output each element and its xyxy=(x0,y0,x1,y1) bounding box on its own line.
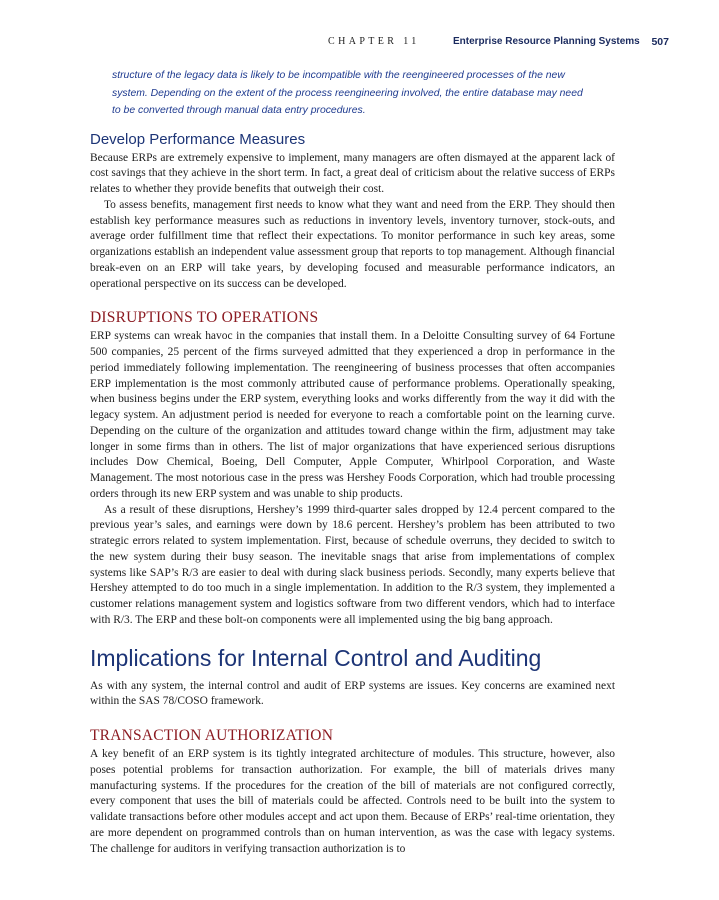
paragraph: As a result of these disruptions, Hershey’s 1999 third-quarter sales dropped by 12.4 percent compared to the previous year’s sales, and earnings were down by 18.6 percent. Hershey’s problem has been attributed to two strategic errors related to system implementation. First, because of schedule overruns, they decided to switch to the new system during their busy season. The inevitable snags that arise from implementations of complex systems like SAP’s R/3 are easier to deal with during slack business periods. Secondly, many experts believe that Hershey attempted to do too much in a single implementation. In addition to the R/3 system, they implemented a customer relations management system and logistics software from two different vendors, which had to interface with R/3. The ERP and these bolt-on components were all implemented using the big bang approach. xyxy=(90,503,615,626)
heading-transaction-authorization: TRANSACTION AUTHORIZATION xyxy=(90,727,334,744)
running-head xyxy=(90,35,669,49)
spacer xyxy=(90,292,615,298)
paragraph: To assess benefits, management first needs to know what they want and need from the ERP. They should then establish key performance measures such as reductions in inventory levels, inventory turnover, stock-outs, and average order fulfillment time that reflect their expectations. To monitor performance in such key areas, some organizations establish an independent value assessment group that reports to top management. Although financial break-even on an ERP will take years, by developing focused and measurable performance indicators, an operational perspective on its success can be developed. xyxy=(90,198,615,290)
paragraph: A key benefit of an ERP system is its tightly integrated architecture of modules. This structure, however, also poses potential problems for transaction authorization. For example, the bill of materials drives many manufacturing systems. If the procedures for the creation of the bill of materials are not configured correctly, every component that uses the bill of materials could be affected. Controls need to be built into the system to validate transactions before other modules accept and act upon them. Because of ERPs’ real-time orientation, they are more dependent on programmed controls than on human intervention, as was the case with legacy systems. The challenge for auditors in verifying transaction authorization is to xyxy=(90,748,615,855)
heading-implications-internal-control: Implications for Internal Control and Auditing xyxy=(90,644,542,671)
heading-disruptions-to-operations: DISRUPTIONS TO OPERATIONS xyxy=(90,309,319,327)
chapter-label: CHAPTER 11 xyxy=(328,36,420,47)
page-number: 507 xyxy=(651,36,669,48)
caution-note: structure of the legacy data is likely to be incompatible with the reengineered processes of the new system. Depending on the extent of the process reengineering involved, the entire database may need to be converted through manual data entry procedures. xyxy=(112,70,583,116)
paragraph: Because ERPs are extremely expensive to implement, many managers are often dismayed at the apparent lack of cost savings that they achieve in the short term. In fact, a great deal of criticism about the relative success of ERPs relates to whether they provide benefits that outweigh their cost. xyxy=(90,151,615,195)
heading-develop-performance-measures: Develop Performance Measures xyxy=(90,130,306,148)
paragraph: As with any system, the internal control and audit of ERP systems are issues. Key concerns are examined next within the SAS 78/COSO framework. xyxy=(90,679,615,708)
paragraph: ERP systems can wreak havoc in the companies that install them. In a Deloitte Consulting survey of 64 Fortune 500 companies, 25 percent of the firms surveyed admitted that they experienced a drop in performance in the period immediately following implementation. The reengineering of business processes that often accompanies ERP implementation is the most commonly attributed cause of performance problems. Operationally speaking, when business begins under the ERP system, everything looks and works differently from the way it did with the legacy system. An adjustment period is needed for everyone to reach a comfortable point on the learning curve. Depending on the culture of the organization and attitudes toward change within the firm, adjustment may take longer in some firms than in others. The list of major organizations that have experienced serious disruptions includes Dow Chemical, Boeing, Dell Computer, Apple Computer, Whirlpool Corporation, and Waste Management. The most notorious case in the press was Hershey Foods Corporation, which had trouble processing orders through its new ERP system and was unable to ship products. xyxy=(90,330,615,500)
spacer xyxy=(90,710,615,716)
chapter-title: Enterprise Resource Planning Systems xyxy=(453,36,640,47)
page-body xyxy=(90,67,615,857)
